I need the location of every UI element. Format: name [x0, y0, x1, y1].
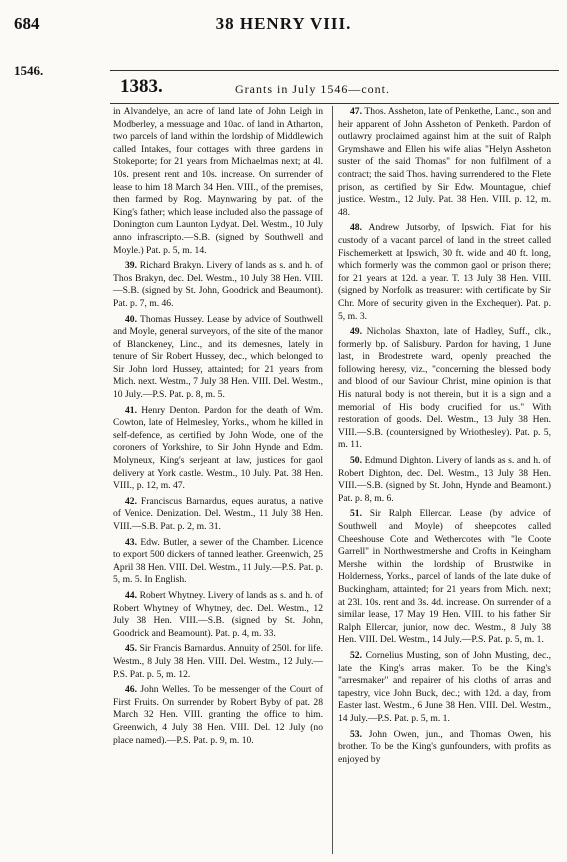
entry-number: 50. — [350, 455, 365, 467]
entry-number: 51. — [350, 508, 370, 520]
top-rule — [110, 70, 559, 71]
entry-text: Edw. Butler, a sewer of the Chamber. Licence to export 500 dickers of tanned leather. Greenwich, 25 April 38 Hen. VIII. Del. Westm., 11 July.—P.S. Pat. p. 5, m. 5. In English. — [113, 536, 323, 586]
entry-text: Cornelius Musting, son of John Musting, dec., late the King's arras maker. To be the King's "arresmaker" and repairer of his cloths of arras and tapestry, vice John Buck, dec.; with 12d. a day, from Easter last. Westm., 6 June 38 Hen. VIII. Del. Westm., 14 July.—P.S. Pat. p. 5, m. 1. — [338, 649, 551, 724]
running-title: 38 HENRY VIII. — [215, 14, 352, 33]
entry-number: 42. — [125, 495, 141, 507]
entry-42 — [113, 496, 323, 534]
entry-text: Sir Francis Barnardus. Annuity of 250l. for life. Westm., 8 July 38 Hen. VIII. Del. Westm., 12 July.—P.S. Pat. p. 5, m. 12. — [113, 643, 323, 680]
entry-51 — [338, 508, 551, 647]
header-rule — [110, 103, 559, 104]
entry-number: 53. — [350, 728, 369, 740]
entry-continued — [113, 106, 323, 257]
page-number: 684 — [14, 14, 40, 33]
column-divider — [332, 106, 333, 854]
entry-text: Henry Denton. Pardon for the death of Wm. Cowton, late of Helmesley, Yorks., whom he killed in self-defence, as certified by John Wode, one of the coroners of Yorkshire, to Sir John Hynde and Edm. Molyneux, King's serjeant at law, justices for gaol delivery at York castle. Westm., 10 July. Pat. 38 Hen. VIII., p. 12, m. 47. — [113, 404, 323, 492]
section-number: 1383. — [120, 76, 163, 97]
entry-text: John Welles. To be messenger of the Court of First Fruits. On surrender by Robert Byby of pat. 28 March 32 Hen. VIII. granting the office to him. Greenwich, 4 July 38 Hen. VIII. Del. 12 July (no place named).—P.S. Pat. p. 9, m. 10. — [113, 684, 323, 746]
entry-46 — [113, 684, 323, 747]
entry-39 — [113, 260, 323, 310]
entry-text: Andrew Jutsorby, of Ipswich. Fiat for his custody of a vacant parcel of land in the street called Fischemerkett at Ipswich, 30 ft. wide and 40 ft. long, which formerly was the common gaol or prison there; for 21 years at 12d. a year. T. 13 July 38 Hen. VIII. (signed by Norfolk as treasurer: with certificate by Sir Chr. More of security given in the Exchequer). Pat. p. 5, m. 3. — [338, 222, 552, 322]
entry-text: Nicholas Shaxton, late of Hadley, Suff., clk., formerly bp. of Salisbury. Pardon for having, 1 June last, in Brodestrete ward, openly preached the following heresy, viz., "concerning the blessed body and blood of our Saviour Christ, mine opinion is that His natural body is not therein, but it is a sign and a memorial of His body crucified for us." With restoration of goods. Del. Westm., 13 July 38 Hen. VIII.—S.B. (countersigned by Wriothesley). Pat. p. 5, m. 11. — [338, 326, 551, 451]
entry-40 — [113, 314, 323, 402]
margin-year: 1546. — [14, 63, 44, 78]
entry-number: 46. — [125, 684, 141, 696]
entry-text: Sir Ralph Ellercar. Lease (by advice of Southwell and Moyle) of sheepcotes called Cheeshouse Cote and Wethercotes with "le Coote Garrell" in Northwestmershe and Crofts in Keingham Mershe within the lordship of Brustwike in Holderness, Yorks., parcel of lands of the late duke of Buckingham, attainted; for 21 years from Mich. next; at 23l. 10s. rent and 3s. 4d. increase. On surrender of a similar lease, 17 May 19 Hen. VIII. to his father Sir Ralph Ellercar, junior, now dec. Westm., 8 July 38 Hen. VIII. Del. Westm., 14 July.—P.S. Pat. p. 5, m. 1. — [338, 508, 551, 646]
entry-number: 40. — [125, 313, 141, 325]
entry-text: Robert Whytney. Livery of lands as s. and h. of Robert Whytney of Whytney, dec. Del. Westm., 12 July 38 Hen. VIII.—S.B. (signed by St. John, Goodrick and Beamount). Pat. p. 4, m. 33. — [113, 589, 323, 639]
entry-text: Thos. Assheton, late of Penkethe, Lanc., son and heir apparent of John Assheton of Penketh. Pardon of outlawry proclaimed against him at the suit of Ralph Grymshawe and Ellen his wife alias "Helyn Assheton suster of the said Thomas" for non fulfilment of a contract; the said Thos. having surrendered to the Flete prison, as certified by Sir Edw. Mountague, chief justice. Westm., 12 July. Pat. 38 Hen. VIII. p. 12, m. 48. — [338, 106, 551, 218]
section-title: Grants in July 1546—cont. — [235, 82, 390, 96]
right-column — [338, 106, 551, 769]
entry-48 — [338, 222, 551, 323]
entry-41 — [113, 405, 323, 493]
entry-text: in Alvandelye, an acre of land late of John Leigh in Modberley, a messuage and 10ac. of land in Atharton, two parcels of land within the lordship of Middlewich called Intakes, four cottages with three gardens in Stokeporte; for 21 years from Michaelmas next; at 4l. 10s. present rent and 10s. increase. On surrender of lease to him 18 March 34 Hen. VIII., of the premises, then farmed by Rog. Maynwaring by pat. of the King's father; which lease included also the passage of Donington cum Launton Lydyat. Del. Westm., 10 July anno infrascripto.—S.B. (signed by Southwell and Moyle.) Pat. p. 5, m. 14. — [113, 106, 323, 256]
entry-43 — [113, 537, 323, 587]
entry-number: 39. — [125, 260, 140, 272]
entry-52 — [338, 650, 551, 726]
entry-text: Thomas Hussey. Lease by advice of Southwell and Moyle, general surveyors, of the site of the manor of Blanckeney, Linc., and its demesnes, lately in tenure of Sir Robert Hussey, dec., which belonged to Sir John lord Hussey, attainted; for 21 years from Mich. next. Westm., 7 July 38 Hen. VIII. Del. Westm., 10 July.—P.S. Pat. p. 8, m. 5. — [113, 313, 324, 401]
entry-number: 45. — [125, 643, 140, 655]
entry-number: 41. — [125, 404, 142, 416]
entry-47 — [338, 106, 551, 219]
entry-53 — [338, 729, 551, 767]
entry-text: Richard Brakyn. Livery of lands as s. and h. of Thos Brakyn, dec. Del. Westm., 10 July 38 Hen. VIII.—S.B. (signed by St. John, Goodrick and Beaumont). Pat. p. 7, m. 46. — [113, 260, 323, 309]
entry-text: John Owen, jun., and Thomas Owen, his brother. To be the King's gunfounders, with profits as enjoyed by — [338, 728, 551, 765]
entry-number: 43. — [125, 536, 141, 548]
entry-number: 44. — [125, 589, 140, 601]
entry-number: 47. — [350, 106, 365, 117]
entry-text: Franciscus Barnardus, eques auratus, a native of Venice. Denization. Del. Westm., 11 July 38 Hen. VIII.—S.B. Pat. p. 2, m. 31. — [113, 495, 324, 532]
entry-50 — [338, 455, 551, 505]
left-column — [113, 106, 323, 750]
entry-49 — [338, 326, 551, 452]
entry-number: 48. — [350, 222, 369, 234]
entry-45 — [113, 643, 323, 681]
entry-text: Edmund Dighton. Livery of lands as s. and h. of Robert Dighton, dec. Del. Westm., 13 July 38 Hen. VIII.—S.B. (signed by St. John, Hynde and Beamont.) Pat. p. 8, m. 6. — [338, 455, 551, 504]
entry-number: 52. — [350, 649, 366, 661]
entry-number: 49. — [350, 326, 367, 338]
entry-44 — [113, 590, 323, 640]
